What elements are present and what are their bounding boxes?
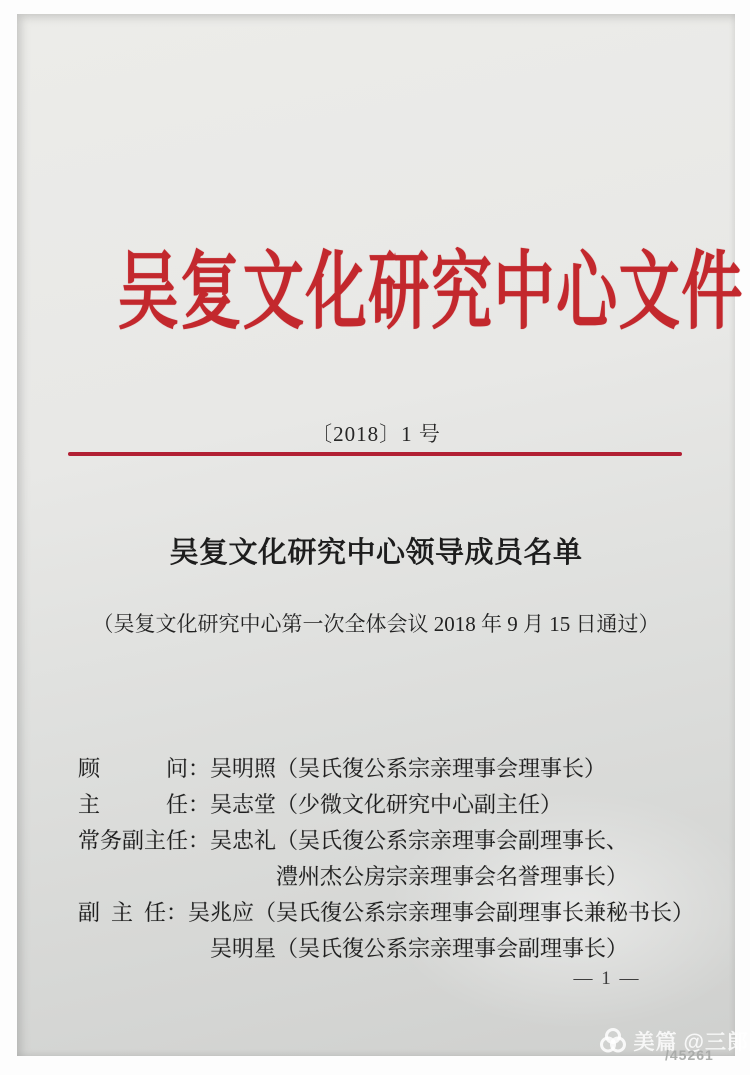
page-number: — 1 —: [573, 968, 641, 989]
roster-line-director: 主 任：吴志堂（少微文化研究中心副主任）: [78, 792, 563, 817]
roster-line-advisor: 顾 问：吴明照（吴氏復公系宗亲理事会理事长）: [78, 756, 607, 781]
roster-line-exec-deputy: 常务副主任：吴忠礼（吴氏復公系宗亲理事会副理事长、: [78, 828, 629, 853]
leadership-roster: [78, 751, 694, 967]
watermark-partial-text: /45261: [665, 1047, 714, 1063]
roster-line-deputy: 副 主 任：吴兆应（吴氏復公系宗亲理事会副理事长兼秘书长）: [78, 900, 695, 925]
roster-line-exec-deputy-2: 澧州杰公房宗亲理事会名誉理事长）: [78, 864, 629, 889]
watermark-brand: 美篇: [633, 1031, 678, 1054]
roster-line-deputy-2: 吴明星（吴氏復公系宗亲理事会副理事长）: [78, 936, 629, 961]
document-subtitle: （吴复文化研究中心第一次全体会议 2018 年 9 月 15 日通过）: [92, 612, 660, 636]
meipian-logo-icon: [598, 1026, 628, 1056]
document-number: 〔2018〕1 号: [311, 422, 441, 446]
letterhead-title: 吴复文化研究中心文件: [117, 246, 744, 340]
paper-sheet: [17, 14, 749, 1063]
document-title: 吴复文化研究中心领导成员名单: [169, 537, 583, 569]
watermark-handle: @三郎: [683, 1031, 749, 1054]
red-divider-line: [68, 452, 682, 456]
